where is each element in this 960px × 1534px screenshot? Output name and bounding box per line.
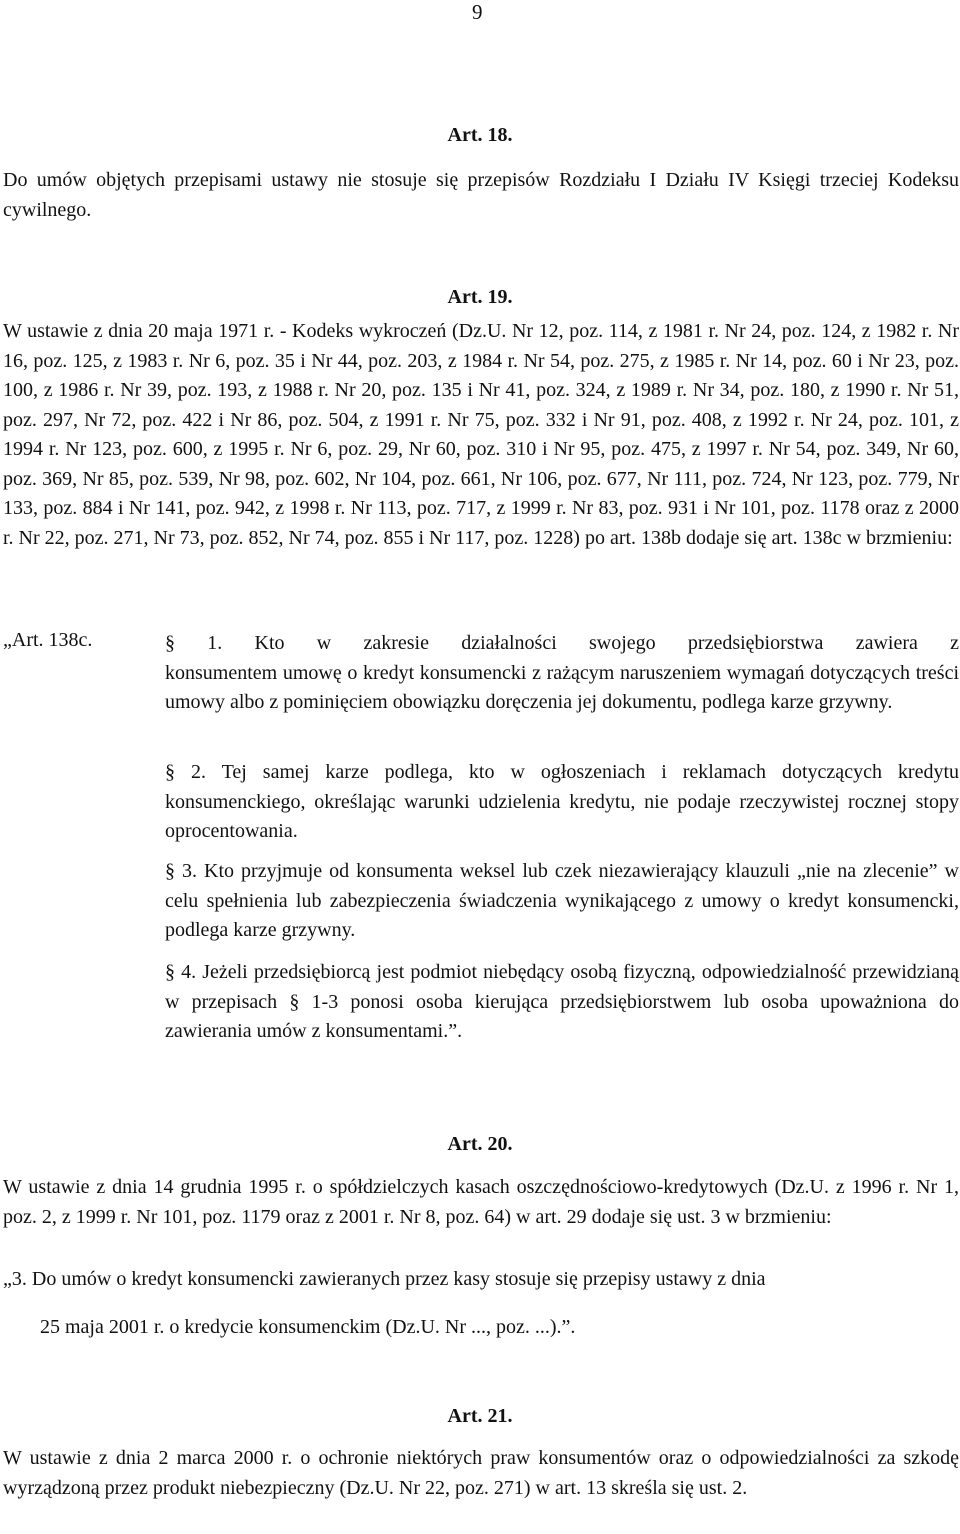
article-19-heading-text: Art. 19. bbox=[447, 286, 513, 308]
article-18-text: Do umów objętych przepisami ustawy nie stosuje się przepisów Rozdziału I Działu IV Księgi trzeciej Kodeksu cywilnego. bbox=[3, 169, 959, 221]
article-20-intro: W ustawie z dnia 14 grudnia 1995 r. o spółdzielczych kasach oszczędnościowo-kredytowych (Dz.U. z 1996 r. Nr 1, poz. 2, z 1999 r. Nr 101, poz. 1179 oraz z 2001 r. Nr 8, poz. 64) w art. 29 dodaje się ust. 3 w brzmieniu: bbox=[3, 1176, 959, 1228]
quote-prefix-art-138c: „Art. 138c. bbox=[3, 629, 93, 651]
article-20-quote-line-1: „3. Do umów o kredyt konsumencki zawieranych przez kasy stosuje się przepisy ustawy z dnia bbox=[3, 1268, 766, 1290]
page-number: 9 bbox=[472, 0, 483, 24]
article-21-heading: Art. 21. bbox=[447, 1405, 513, 1427]
article-20-heading: Art. 20. bbox=[447, 1133, 513, 1155]
paragraph-4: § 4. Jeżeli przedsiębiorcą jest podmiot niebędący osobą fizyczną, odpowiedzialność przewidzianą w przepisach § 1-3 ponosi osoba kierująca przedsiębiorstwem lub osoba upoważniona do zawierania umów z konsumentami.”. bbox=[165, 961, 959, 1042]
article-21-text: W ustawie z dnia 2 marca 2000 r. o ochronie niektórych praw konsumentów oraz o odpowiedzialności za szkodę wyrządzoną przez produkt niebezpieczny (Dz.U. Nr 22, poz. 271) w art. 13 skreśla się ust. 2. bbox=[3, 1447, 959, 1499]
paragraph-1-text: konsumentem umowę o kredyt konsumencki z rażącym naruszeniem wymagań dotyczących treści umowy albo z pominięciem obowiązku doręczenia jej dokumentu, podlega karze grzywny. bbox=[165, 661, 959, 713]
paragraph-1-lead: § 1. Kto w zakresie działalności swojego przedsiębiorstwa zawiera z bbox=[165, 632, 959, 654]
paragraph-2: § 2. Tej samej karze podlega, kto w ogłoszeniach i reklamach dotyczących kredytu konsumenckiego, określając warunki udzielenia kredytu, nie podaje rzeczywistej rocznej stopy oprocentowania. bbox=[165, 761, 959, 842]
article-20-quote-line-2: 25 maja 2001 r. o kredycie konsumenckim (Dz.U. Nr ..., poz. ...).”. bbox=[40, 1316, 576, 1338]
article-18-heading: Art. 18. bbox=[447, 124, 513, 146]
paragraph-3: § 3. Kto przyjmuje od konsumenta weksel lub czek niezawierający klauzuli „nie na zlecenie” w celu spełnienia lub zabezpieczenia świadczenia wynikającego z umowy o kredyt konsumencki, podlega karze grzywny. bbox=[165, 860, 959, 941]
paragraph-1 bbox=[165, 629, 959, 718]
article-19-intro: W ustawie z dnia 20 maja 1971 r. - Kodeks wykroczeń (Dz.U. Nr 12, poz. 114, z 1981 r. Nr 24, poz. 124, z 1982 r. Nr 16, poz. 125, z 1983 r. Nr 6, poz. 35 i Nr 44, poz. 203, z 1984 r. Nr 54, poz. 275, z 1985 r. Nr 14, poz. 60 i Nr 23, poz. 100, z 1986 r. Nr 39, poz. 193, z 1988 r. Nr 20, poz. 135 i Nr 41, poz. 324, z 1989 r. Nr 34, poz. 180, z 1990 r. Nr 51, poz. 297, Nr 72, poz. 422 i Nr 86, poz. 504, z 1991 r. Nr 75, poz. 332 i Nr 91, poz. 408, z 1992 r. Nr 24, poz. 101, z 1994 r. Nr 123, poz. 600, z 1995 r. Nr 6, poz. 29, Nr 60, poz. 310 i Nr 95, poz. 475, z 1997 r. Nr 54, poz. 349, Nr 60, poz. 369, Nr 85, poz. 539, Nr 98, poz. 602, Nr 104, poz. 661, Nr 106, poz. 677, Nr 111, poz. 724, Nr 123, poz. 779, Nr 133, poz. 884 i Nr 141, poz. 942, z 1998 r. Nr 113, poz. 717, z 1999 r. Nr 83, poz. 931 i Nr 101, poz. 1178 oraz z 2000 r. Nr 22, poz. 271, Nr 73, poz. 852, Nr 74, poz. 855 i Nr 117, poz. 1228) po art. 138b dodaje się art. 138c w brzmieniu: bbox=[3, 320, 959, 549]
